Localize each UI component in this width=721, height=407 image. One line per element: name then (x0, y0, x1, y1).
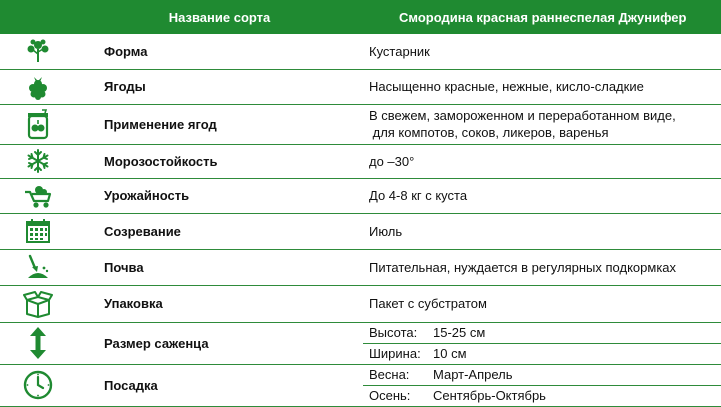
arrow-updown-icon (0, 322, 76, 364)
table-row (0, 322, 721, 364)
row-label: Урожайность (76, 178, 363, 213)
sub-value: 10 см (433, 346, 467, 361)
row-label: Почва (76, 249, 363, 285)
row-label: Упаковка (76, 285, 363, 322)
row-value: До 4-8 кг с куста (363, 178, 721, 213)
sub-row (363, 365, 721, 385)
row-value: Кустарник (363, 34, 721, 69)
wheelbarrow-icon (0, 178, 76, 213)
box-icon (0, 285, 76, 322)
sub-value: 15-25 см (433, 325, 486, 340)
snowflake-icon (0, 144, 76, 178)
row-value (363, 104, 721, 144)
table-row (0, 69, 721, 104)
tree-icon (0, 34, 76, 69)
row-label: Морозостойкость (76, 144, 363, 178)
row-value: до –30° (363, 144, 721, 178)
table-row (0, 104, 721, 144)
sub-row (363, 385, 721, 406)
row-value-group (363, 364, 721, 406)
sub-value: Март-Апрель (433, 367, 513, 382)
row-label: Форма (76, 34, 363, 69)
berry-icon (0, 69, 76, 104)
row-label: Применение ягод (76, 104, 363, 144)
row-value: Июль (363, 213, 721, 249)
table-row (0, 178, 721, 213)
table-row (0, 285, 721, 322)
row-value: Питательная, нуждается в регулярных подкормках (363, 249, 721, 285)
sub-label: Весна: (369, 367, 410, 382)
sub-label: Высота: (369, 325, 418, 340)
sub-row (363, 343, 721, 364)
sub-label: Осень: (369, 388, 411, 403)
sub-row (363, 323, 721, 343)
table-row (0, 364, 721, 406)
shovel-icon (0, 249, 76, 285)
clock-icon (0, 364, 76, 406)
row-label: Посадка (76, 364, 363, 406)
sub-value: Сентябрь-Октябрь (433, 388, 546, 403)
row-value: Насыщенно красные, нежные, кисло-сладкие (363, 69, 721, 104)
header-value: Смородина красная раннеспелая Джунифер (363, 0, 721, 34)
calendar-icon (0, 213, 76, 249)
row-value-group (363, 322, 721, 364)
table-row (0, 34, 721, 69)
value-line: для компотов, соков, ликеров, варенья (369, 125, 609, 140)
row-label: Созревание (76, 213, 363, 249)
table-row (0, 249, 721, 285)
jar-icon (0, 104, 76, 144)
table-header (0, 0, 721, 34)
header-property: Название сорта (76, 0, 363, 34)
table-row (0, 144, 721, 178)
value-line: В свежем, замороженном и переработанном виде, (369, 108, 676, 123)
row-value: Пакет с субстратом (363, 285, 721, 322)
table-row (0, 213, 721, 249)
header-icon-cell (0, 0, 76, 34)
row-label: Ягоды (76, 69, 363, 104)
sub-label: Ширина: (369, 346, 421, 361)
row-label: Размер саженца (76, 322, 363, 364)
